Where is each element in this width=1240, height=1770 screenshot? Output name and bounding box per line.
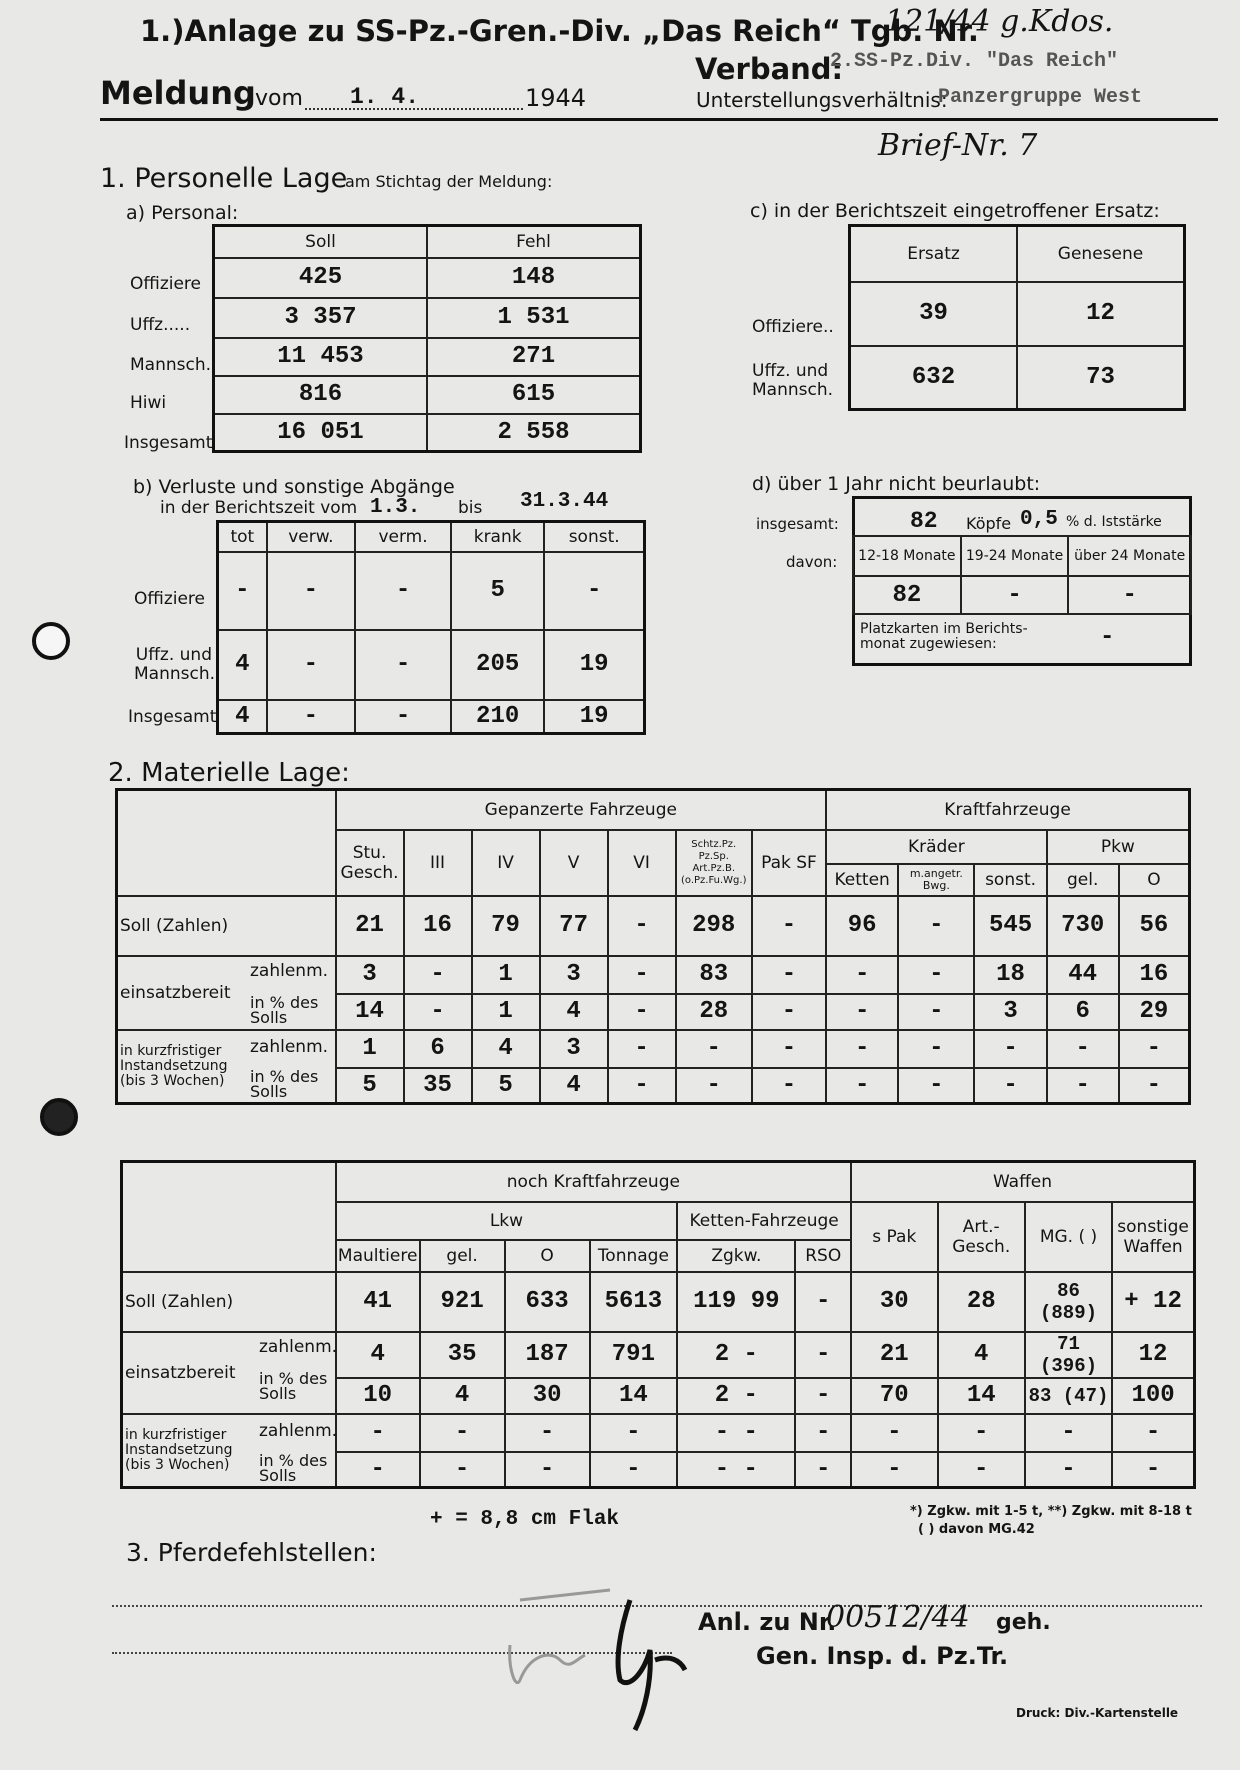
data-cell: 10 <box>336 1378 420 1414</box>
col-ueber-24: über 24 Monate <box>1068 536 1191 576</box>
data-cell: - <box>1047 1068 1119 1104</box>
unterstellung-label: Unterstellungsverhältnis: <box>696 88 948 112</box>
verluste-cell: 4 <box>218 630 267 700</box>
data-cell: 4 <box>540 994 608 1030</box>
data-cell: 1 <box>472 956 540 994</box>
personal-cell: 271 <box>427 338 641 376</box>
verluste-table <box>216 520 646 735</box>
beurlaubt-label: d) über 1 Jahr nicht beurlaubt: <box>752 473 1041 495</box>
vom-label: vom <box>255 86 303 111</box>
col-sonst: sonst. <box>974 864 1046 896</box>
soll-row <box>117 896 1190 956</box>
data-cell: - <box>898 1068 974 1104</box>
col-tonnage: Tonnage <box>590 1240 678 1272</box>
report-year: 1944 <box>525 84 587 112</box>
data-cell: 77 <box>540 896 608 956</box>
row-label: Offiziere <box>134 589 205 609</box>
data-cell: 41 <box>336 1272 420 1332</box>
header-title: 1.)Anlage zu SS-Pz.-Gren.-Div. „Das Reich“ Tgb. Nr. <box>140 14 979 48</box>
data-cell: 70 <box>851 1378 938 1414</box>
einsatz-label: einsatzbereit <box>120 982 231 1003</box>
personal-table <box>212 224 642 453</box>
ersatz-label: c) in der Berichtszeit eingetroffener Ersatz: <box>750 200 1160 222</box>
data-cell: - <box>898 1030 974 1068</box>
data-cell: - <box>752 994 826 1030</box>
data-cell: - <box>1112 1414 1194 1452</box>
kurz-label: in kurzfristiger Instandsetzung (bis 3 Wochen) <box>125 1426 233 1473</box>
personal-cell: 425 <box>214 258 428 298</box>
col-genesene: Genesene <box>1017 226 1185 282</box>
row-label: Offiziere.. <box>752 317 834 337</box>
punch-hole-top <box>32 622 70 660</box>
group-pkw: Pkw <box>1047 830 1190 864</box>
row-label: Uffz..... <box>130 315 191 335</box>
data-cell: 14 <box>938 1378 1025 1414</box>
data-cell: 1 <box>336 1030 404 1068</box>
data-cell: 921 <box>420 1272 505 1332</box>
data-cell: - <box>1025 1414 1112 1452</box>
col-ersatz: Ersatz <box>850 226 1018 282</box>
data-cell: 100 <box>1112 1378 1194 1414</box>
data-cell: - <box>898 956 974 994</box>
data-cell: - <box>336 1414 420 1452</box>
data-cell: - <box>752 956 826 994</box>
data-cell: 29 <box>1119 994 1190 1030</box>
data-cell: - <box>974 1030 1046 1068</box>
data-cell: 4 <box>420 1378 505 1414</box>
data-cell: 12 <box>1112 1332 1194 1378</box>
data-cell: - - <box>677 1452 795 1488</box>
data-cell: 79 <box>472 896 540 956</box>
data-cell: - <box>404 956 472 994</box>
personal-label: a) Personal: <box>126 202 239 224</box>
data-cell: - <box>590 1414 678 1452</box>
data-cell: - <box>795 1452 851 1488</box>
verband-value: 2.SS-Pz.Div. "Das Reich" <box>830 50 1119 73</box>
row-label: Offiziere <box>130 274 201 294</box>
verband-label: Verband: <box>695 52 844 86</box>
col-iii: III <box>404 830 472 896</box>
verluste-cell: - <box>355 552 451 630</box>
data-cell: 14 <box>336 994 404 1030</box>
data-cell: 21 <box>336 896 404 956</box>
data-cell: 4 <box>472 1030 540 1068</box>
col-sonstige-waffen: sonstige Waffen <box>1112 1202 1194 1272</box>
col-maultiere: Maultiere <box>336 1240 420 1272</box>
data-cell: - <box>752 896 826 956</box>
personal-cell: 1 531 <box>427 298 641 338</box>
verluste-cell: - <box>218 552 267 630</box>
meldung-label: Meldung <box>100 74 256 112</box>
data-cell: - <box>1119 1030 1190 1068</box>
platzkarten-label: Platzkarten im Berichts-monat zugewiesen: <box>860 621 1028 652</box>
tgb-number: 121/44 g.Kdos. <box>885 4 1114 39</box>
data-cell: - <box>608 896 676 956</box>
data-cell: - <box>826 956 898 994</box>
verluste-cell: 5 <box>451 552 544 630</box>
header-rule <box>100 118 1218 121</box>
data-cell: 71 (396) <box>1025 1332 1112 1378</box>
zahlenm-label: zahlenm. <box>259 1336 338 1357</box>
data-cell: 730 <box>1047 896 1119 956</box>
col-vi: VI <box>608 830 676 896</box>
verluste-cell: 4 <box>218 700 267 734</box>
data-cell: - <box>938 1452 1025 1488</box>
verluste-cell: 205 <box>451 630 544 700</box>
data-cell: - <box>851 1414 938 1452</box>
verluste-from: 1.3. <box>370 496 421 519</box>
data-cell: - <box>1119 1068 1190 1104</box>
data-cell: 16 <box>1119 956 1190 994</box>
data-cell: 298 <box>676 896 752 956</box>
data-cell: - <box>608 1068 676 1104</box>
group-ketten: Ketten-Fahrzeuge <box>677 1202 851 1240</box>
data-cell: 83 <box>676 956 752 994</box>
verluste-to: 31.3.44 <box>520 490 609 513</box>
col-ketten: Ketten <box>826 864 898 896</box>
date-dotted-line <box>305 108 523 110</box>
data-cell: 3 <box>974 994 1046 1030</box>
materiell-table-1 <box>115 788 1191 1105</box>
platzkarten-value: - <box>1100 624 1115 651</box>
data-cell: 1 <box>472 994 540 1030</box>
anlage-label: Anl. zu Nr. <box>698 1608 837 1636</box>
col-stu-gesch: Stu. Gesch. <box>336 830 404 896</box>
col-sonst: sonst. <box>544 522 644 552</box>
col-verm: verm. <box>355 522 451 552</box>
data-cell: - <box>404 994 472 1030</box>
ersatz-cell: 73 <box>1017 346 1185 410</box>
beurlaubt-pct: 0,5 <box>1020 508 1058 531</box>
beurlaubt-cell: - <box>961 576 1069 614</box>
data-cell: - <box>505 1452 590 1488</box>
col-s-pak: s Pak <box>851 1202 938 1272</box>
data-cell: - <box>608 994 676 1030</box>
verluste-cell: - <box>267 552 356 630</box>
data-cell: 30 <box>505 1378 590 1414</box>
verluste-sub: in der Berichtszeit vom <box>160 498 358 518</box>
data-cell: 28 <box>938 1272 1025 1332</box>
punch-hole-bottom <box>40 1098 78 1136</box>
ersatz-table <box>848 224 1186 411</box>
verluste-bis: bis <box>458 498 483 518</box>
verluste-cell: - <box>355 700 451 734</box>
data-cell: - <box>505 1414 590 1452</box>
report-date: 1. 4. <box>350 84 420 110</box>
data-cell: 28 <box>676 994 752 1030</box>
row-label: Mannsch. <box>130 355 212 375</box>
personal-cell: 16 051 <box>214 414 428 452</box>
personal-cell: 148 <box>427 258 641 298</box>
beurlaubt-total: 82 <box>910 508 938 534</box>
col-pkw-gel: gel. <box>1047 864 1119 896</box>
data-cell: 96 <box>826 896 898 956</box>
inpct-label: in % des Solls <box>259 1368 328 1403</box>
footnote-mg42: ( ) davon MG.42 <box>918 1522 1035 1537</box>
data-cell: 2 - <box>677 1332 795 1378</box>
section2-title: 2. Materielle Lage: <box>108 758 350 788</box>
data-cell: 21 <box>851 1332 938 1378</box>
einsatz-label-cell <box>122 1332 336 1414</box>
data-cell: - <box>851 1452 938 1488</box>
personal-cell: 11 453 <box>214 338 428 376</box>
kurz-label: in kurzfristiger Instandsetzung (bis 3 Wochen) <box>120 1042 228 1089</box>
data-cell: 35 <box>404 1068 472 1104</box>
col-pak-sf: Pak SF <box>752 830 826 896</box>
data-cell: - <box>608 956 676 994</box>
verluste-label: b) Verluste und sonstige Abgänge <box>133 476 455 498</box>
group-noch-kfz: noch Kraftfahrzeuge <box>336 1162 851 1202</box>
personal-cell: 615 <box>427 376 641 414</box>
data-cell: 187 <box>505 1332 590 1378</box>
data-cell: - <box>676 1030 752 1068</box>
data-cell: 4 <box>540 1068 608 1104</box>
data-cell: - <box>1047 1030 1119 1068</box>
kurz-label-cell <box>117 1030 336 1104</box>
soll-label: Soll (Zahlen) <box>117 896 336 956</box>
data-cell: 16 <box>404 896 472 956</box>
ersatz-cell: 39 <box>850 282 1018 346</box>
data-cell: - <box>938 1414 1025 1452</box>
personal-cell: 816 <box>214 376 428 414</box>
data-cell: - <box>608 1030 676 1068</box>
col-lkw-gel: gel. <box>420 1240 505 1272</box>
col-krank: krank <box>451 522 544 552</box>
col-m-angetr: m.angetr. Bwg. <box>898 864 974 896</box>
section1-title: 1. Personelle Lage <box>100 163 348 194</box>
blank-cell <box>122 1162 336 1272</box>
row-label: Insgesamt <box>124 433 213 453</box>
data-cell: - <box>752 1068 826 1104</box>
data-cell: - <box>752 1030 826 1068</box>
personal-cell: 2 558 <box>427 414 641 452</box>
data-cell: - <box>336 1452 420 1488</box>
data-cell: 5613 <box>590 1272 678 1332</box>
data-cell: 3 <box>540 1030 608 1068</box>
beurlaubt-table <box>852 535 1192 615</box>
einsatz-label-cell <box>117 956 336 1030</box>
group-kraeder: Kräder <box>826 830 1047 864</box>
verluste-cell: 19 <box>544 630 644 700</box>
soll-label: Soll (Zahlen) <box>122 1272 336 1332</box>
ersatz-cell: 12 <box>1017 282 1185 346</box>
verluste-cell: 19 <box>544 700 644 734</box>
data-cell: 6 <box>1047 994 1119 1030</box>
data-cell: - <box>1112 1452 1194 1488</box>
data-cell: - <box>826 994 898 1030</box>
inpct-label: in % des Solls <box>250 992 319 1027</box>
data-cell: 4 <box>938 1332 1025 1378</box>
koepfe-label: Köpfe <box>966 514 1012 533</box>
data-cell: - <box>590 1452 678 1488</box>
col-tot: tot <box>218 522 267 552</box>
data-cell: 83 (47) <box>1025 1378 1112 1414</box>
col-mg: MG. ( ) <box>1025 1202 1112 1272</box>
data-cell: 545 <box>974 896 1046 956</box>
blank-cell <box>117 790 336 896</box>
row-label: Insgesamt <box>128 707 217 727</box>
materiell-table-2 <box>120 1160 1196 1489</box>
beurlaubt-cell: 82 <box>853 576 961 614</box>
col-zgkw: Zgkw. <box>677 1240 795 1272</box>
col-soll: Soll <box>214 226 428 258</box>
data-cell: - <box>898 994 974 1030</box>
col-schtz-pz: Schtz.Pz. Pz.Sp. Art.Pz.B. (o.Pz.Fu.Wg.) <box>676 830 752 896</box>
einsatz-label: einsatzbereit <box>125 1362 236 1383</box>
col-rso: RSO <box>795 1240 851 1272</box>
data-cell: - <box>1025 1452 1112 1488</box>
data-cell: - <box>420 1414 505 1452</box>
data-cell: - - <box>677 1414 795 1452</box>
col-art-gesch: Art.-Gesch. <box>938 1202 1025 1272</box>
verluste-cell: - <box>267 630 356 700</box>
data-cell: 3 <box>336 956 404 994</box>
beurlaubt-cell: - <box>1068 576 1191 614</box>
data-cell: 791 <box>590 1332 678 1378</box>
data-cell: - <box>795 1272 851 1332</box>
col-pkw-o: O <box>1119 864 1190 896</box>
col-iv: IV <box>472 830 540 896</box>
data-cell: 44 <box>1047 956 1119 994</box>
data-cell: 2 - <box>677 1378 795 1414</box>
zahlenm-label: zahlenm. <box>250 960 329 981</box>
data-cell: + 12 <box>1112 1272 1194 1332</box>
data-cell: - <box>795 1332 851 1378</box>
data-cell: - <box>974 1068 1046 1104</box>
col-v: V <box>540 830 608 896</box>
data-cell: 4 <box>336 1332 420 1378</box>
data-cell: 18 <box>974 956 1046 994</box>
col-verw: verw. <box>267 522 356 552</box>
signature-handwritten <box>480 1560 740 1750</box>
data-cell: - <box>420 1452 505 1488</box>
data-cell: - <box>826 1068 898 1104</box>
group-lkw: Lkw <box>336 1202 677 1240</box>
data-cell: - <box>826 1030 898 1068</box>
kurz-label-cell <box>122 1414 336 1488</box>
anlage-number: 00512/44 <box>826 1600 970 1635</box>
data-cell: 119 99 <box>677 1272 795 1332</box>
ersatz-cell: 632 <box>850 346 1018 410</box>
zahlenm-label: zahlenm. <box>259 1420 338 1441</box>
personal-cell: 3 357 <box>214 298 428 338</box>
inspekteur-label: Gen. Insp. d. Pz.Tr. <box>756 1642 1009 1670</box>
row-label: Uffz. und Mannsch. <box>752 361 834 400</box>
section1-subtitle: am Stichtag der Meldung: <box>345 172 553 191</box>
verluste-cell: 210 <box>451 700 544 734</box>
davon-label: davon: <box>786 553 838 571</box>
section3-title: 3. Pferdefehlstellen: <box>126 1538 377 1567</box>
insgesamt-label: insgesamt: <box>756 515 839 533</box>
group-waffen: Waffen <box>851 1162 1195 1202</box>
footnote-zgkw: *) Zgkw. mit 1-5 t, **) Zgkw. mit 8-18 t <box>910 1504 1192 1519</box>
data-cell: - <box>898 896 974 956</box>
verluste-cell: - <box>355 630 451 700</box>
col-lkw-o: O <box>505 1240 590 1272</box>
data-cell: 14 <box>590 1378 678 1414</box>
data-cell: 3 <box>540 956 608 994</box>
data-cell: 633 <box>505 1272 590 1332</box>
inpct-label: in % des Solls <box>259 1450 328 1485</box>
group-kraftfahrzeuge: Kraftfahrzeuge <box>826 790 1189 830</box>
druck-note: Druck: Div.-Kartenstelle <box>1016 1706 1179 1720</box>
data-cell: 5 <box>336 1068 404 1104</box>
zahlenm-label: zahlenm. <box>250 1036 329 1057</box>
flak-note: + = 8,8 cm Flak <box>430 1508 620 1531</box>
inpct-label: in % des Solls <box>250 1066 319 1101</box>
data-cell: - <box>676 1068 752 1104</box>
row-label: Hiwi <box>130 393 167 413</box>
pct-unit-label: % d. Iststärke <box>1066 514 1162 530</box>
brief-number: Brief-Nr. 7 <box>878 128 1038 163</box>
col-12-18: 12-18 Monate <box>853 536 961 576</box>
data-cell: 35 <box>420 1332 505 1378</box>
geh-label: geh. <box>996 1610 1051 1635</box>
verluste-cell: - <box>544 552 644 630</box>
data-cell: 56 <box>1119 896 1190 956</box>
data-cell: - <box>795 1378 851 1414</box>
row-label: Uffz. und Mannsch. <box>134 645 216 684</box>
data-cell: - <box>795 1414 851 1452</box>
data-cell: 86 (889) <box>1025 1272 1112 1332</box>
verluste-cell: - <box>267 700 356 734</box>
unterstellung-value: Panzergruppe West <box>938 86 1143 109</box>
data-cell: 30 <box>851 1272 938 1332</box>
col-fehl: Fehl <box>427 226 641 258</box>
col-19-24: 19-24 Monate <box>961 536 1069 576</box>
group-gepanzerte: Gepanzerte Fahrzeuge <box>336 790 827 830</box>
data-cell: 5 <box>472 1068 540 1104</box>
data-cell: 6 <box>404 1030 472 1068</box>
